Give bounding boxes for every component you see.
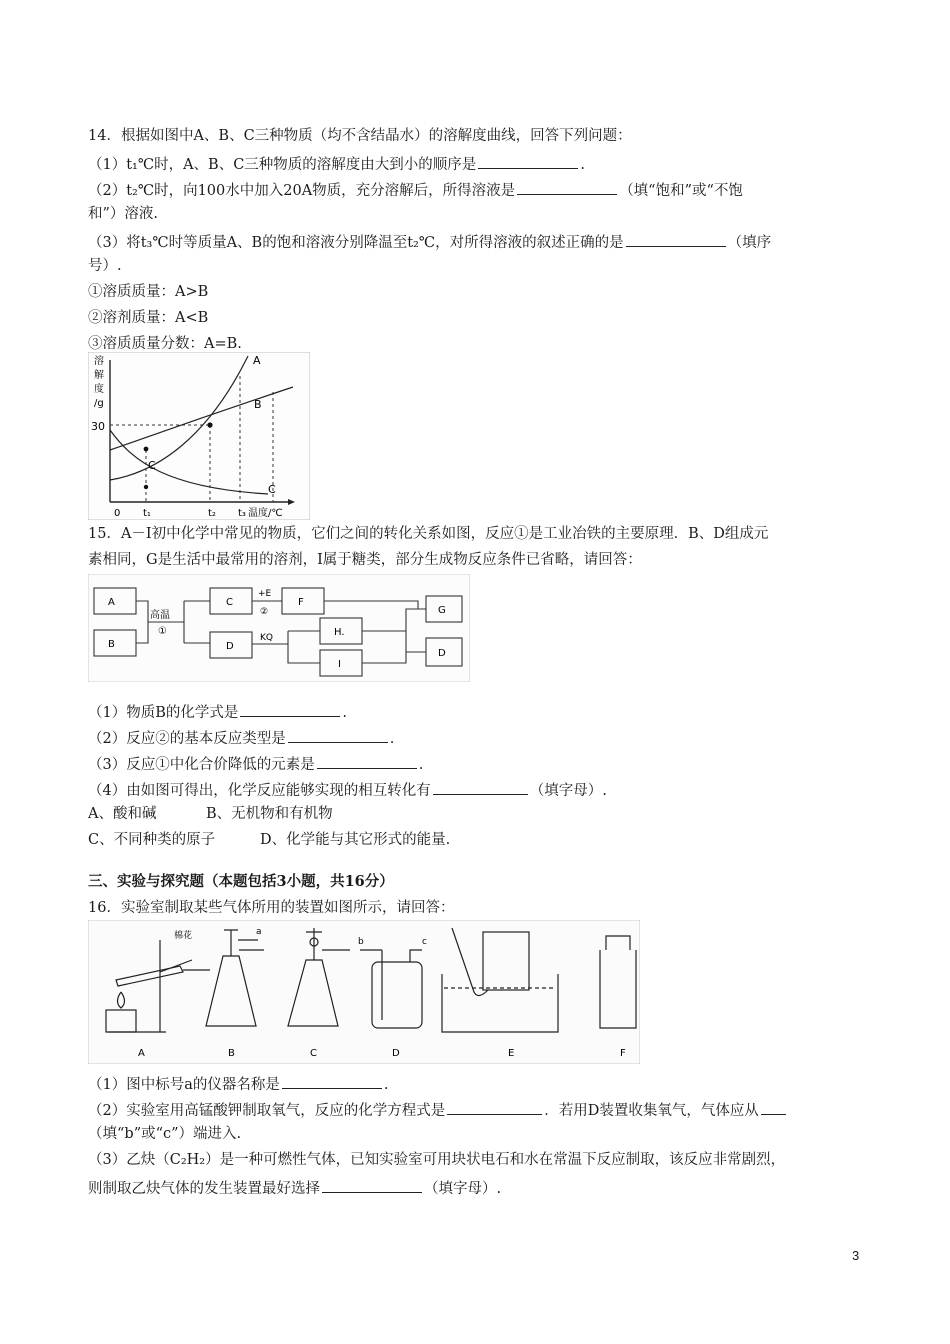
point-t2: [207, 422, 212, 427]
q14-part3: [88, 230, 771, 253]
label-kq: KQ: [260, 633, 273, 643]
x-tick-t1: t₁: [143, 508, 151, 519]
q16-part3-hint: （填字母）.: [424, 1181, 502, 1197]
label-a-box: A: [108, 597, 115, 608]
q15-stem-2: 素相同，G是生活中最常用的溶剂，I属于糖类，部分生成物反应条件已省略，请回答：: [88, 552, 642, 568]
label-c-mid: C: [148, 459, 156, 472]
q14-stem: 14．根据如图中A、B、C三种物质（均不含结晶水）的溶解度曲线，回答下列问题：: [88, 128, 632, 144]
caption-d: D: [392, 1048, 400, 1059]
q15-part1: [88, 700, 347, 723]
y-tick-30: 30: [91, 420, 105, 433]
q15-part2-end: .: [389, 731, 395, 747]
ylabel-2: 解: [94, 370, 104, 381]
page-number: 3: [852, 1248, 860, 1263]
label-reaction-1: ①: [158, 626, 167, 637]
label-reaction-2: ②: [260, 607, 269, 617]
q15-part2: [88, 726, 394, 749]
label-b-mark: b: [358, 937, 364, 947]
label-f-box: F: [298, 597, 304, 608]
q14-part1-text: （1）t₁℃时，A、B、C三种物质的溶解度由大到小的顺序是: [88, 157, 477, 173]
label-a-mark: a: [256, 927, 262, 937]
x-axis-label: 温度/℃: [248, 508, 283, 519]
ylabel-1: 溶: [94, 356, 104, 367]
q16-apparatus-figure: [88, 920, 640, 1064]
q16-part3-text: 则制取乙炔气体的发生装置最好选择: [88, 1181, 320, 1197]
q15-answer-blank-2[interactable]: [288, 726, 388, 743]
q15-answer-blank-3[interactable]: [317, 752, 417, 769]
q14-part2-cont: 和”）溶液.: [88, 206, 159, 222]
apparatus-frame: [88, 920, 640, 1064]
q15-part1-text: （1）物质B的化学式是: [88, 705, 239, 721]
q15-stem-1: 15．A－I初中化学中常见的物质，它们之间的转化关系如图，反应①是工业冶铁的主要原理．B、D组成元: [88, 526, 769, 542]
q15-answer-blank-1[interactable]: [240, 700, 340, 717]
label-d-box: D: [226, 641, 234, 652]
q16-part2-mid: ．若用D装置收集氧气，气体应从: [544, 1103, 759, 1119]
q14-option-3: ③溶质质量分数：A=B.: [88, 336, 242, 352]
q15-options-row-2: [88, 830, 450, 850]
x-origin: 0: [114, 508, 121, 519]
x-tick-t3: t₃: [238, 508, 246, 519]
q14-part2: [88, 178, 743, 201]
q15-part4: [88, 778, 607, 801]
label-i-box: I: [338, 659, 341, 670]
q16-part1-end: .: [383, 1077, 389, 1093]
label-h-box: H.: [334, 627, 345, 638]
label-c-box: C: [226, 597, 233, 608]
caption-b: B: [228, 1048, 235, 1059]
q14-option-2: ②溶剂质量：A<B: [88, 310, 209, 326]
q15-part4-text: （4）由如图可得出，化学反应能够实现的相互转化有: [88, 783, 431, 799]
solubility-chart: [88, 352, 310, 520]
label-mianhua: 棉花: [174, 931, 193, 941]
q15-part3: [88, 752, 423, 775]
q16-answer-blank-1[interactable]: [282, 1072, 382, 1089]
q14-part3-text: （3）将t₃℃时等质量A、B的饱和溶液分别降温至t₂℃，对所得溶液的叙述正确的是: [88, 235, 624, 251]
q16-part2-text: （2）实验室用高锰酸钾制取氧气，反应的化学方程式是: [88, 1103, 446, 1119]
q14-part1-end: .: [580, 157, 585, 173]
q15-part3-end: .: [418, 757, 424, 773]
ylabel-unit: /g: [94, 398, 104, 409]
diagram-frame: [88, 574, 470, 682]
x-tick-t2: t₂: [208, 508, 216, 519]
section-3-title: 三、实验与探究题（本题包括3小题，共16分）: [88, 873, 394, 890]
q15-part3-text: （3）反应①中化合价降低的元素是: [88, 757, 315, 773]
q15-option-c: C、不同种类的原子: [88, 832, 216, 848]
point-t1-low: [144, 485, 148, 489]
ylabel-3: 度: [94, 384, 104, 395]
q16-answer-blank-3[interactable]: [761, 1098, 786, 1115]
q15-option-b: B、无机物和有机物: [206, 806, 333, 822]
q15-options-row-1: [88, 804, 333, 824]
q14-part1: [88, 152, 585, 175]
q15-part4-hint: （填字母）.: [529, 783, 607, 799]
q16-part1-text: （1）图中标号a的仪器名称是: [88, 1077, 280, 1093]
q14-part2-text: （2）t₂℃时，向100水中加入20A物质，充分溶解后，所得溶液是: [88, 183, 516, 199]
label-a: A: [253, 354, 261, 367]
q15-option-d: D、化学能与其它形式的能量.: [260, 832, 451, 848]
q14-part3-cont: 号）.: [88, 258, 122, 274]
q14-part2-hint: （填“饱和”或“不饱: [619, 183, 743, 199]
q15-flow-diagram: [88, 574, 470, 682]
caption-f: F: [620, 1048, 626, 1059]
q16-part2: [88, 1098, 788, 1121]
label-b-box: B: [108, 639, 115, 650]
label-c: C: [268, 483, 276, 496]
caption-e: E: [508, 1048, 515, 1059]
q14-answer-blank-1[interactable]: [478, 152, 578, 169]
q16-part1: [88, 1072, 388, 1095]
chart-frame: [88, 352, 310, 520]
label-g-box: G: [438, 605, 446, 616]
q16-part3: （3）乙炔（C₂H₂）是一种可燃性气体，已知实验室可用块状电石和水在常温下反应制取，该反应非常剧烈，: [88, 1152, 786, 1168]
q15-option-a: A、酸和碱: [88, 806, 157, 822]
caption-c: C: [310, 1048, 317, 1059]
q16-part2-cont: （填“b”或“c”）端进入.: [88, 1126, 242, 1142]
q14-part3-hint: （填序: [727, 235, 772, 251]
q16-answer-blank-4[interactable]: [322, 1176, 422, 1193]
q15-part1-end: .: [342, 705, 347, 721]
label-d2-box: D: [438, 648, 446, 659]
q14-option-1: ①溶质质量：A>B: [88, 284, 209, 300]
label-plus-e: +E: [258, 589, 272, 599]
q16-stem: 16．实验室制取某些气体所用的装置如图所示，请回答：: [88, 900, 455, 916]
q15-answer-blank-4[interactable]: [433, 778, 528, 795]
q14-answer-blank-2[interactable]: [517, 178, 617, 195]
label-b: B: [254, 398, 262, 411]
q16-answer-blank-2[interactable]: [447, 1098, 542, 1115]
q14-answer-blank-3[interactable]: [626, 230, 726, 247]
label-gaowen: 高温: [150, 610, 170, 621]
q16-part3-cont: [88, 1176, 501, 1199]
point-t1: [144, 447, 149, 452]
label-c-mark: c: [422, 937, 427, 947]
q15-part2-text: （2）反应②的基本反应类型是: [88, 731, 286, 747]
caption-a: A: [138, 1048, 145, 1059]
